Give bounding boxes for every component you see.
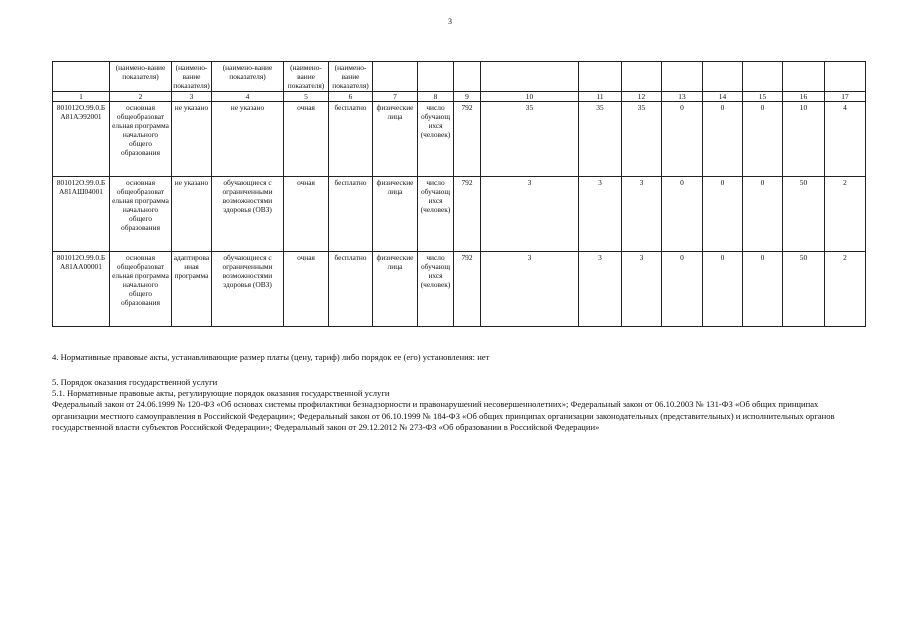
column-number: 1 — [53, 92, 110, 102]
table-cell: не указано — [212, 102, 284, 177]
table-cell: бесплатно — [329, 177, 373, 252]
header-cell — [825, 62, 866, 92]
legal-acts-text: Федеральный закон от 24.06.1999 № 120-ФЗ «Об основах системы профилактики безнадзорности и правонарушений несовершеннолетних»; Федеральный закон от 06.10.2003 № 131-ФЗ «Об общих принципах организации местного самоуправления в Российской Федерации»; Федеральный закон от 06.10.1999 № 184-ФЗ «Об общих принципах организации законодательных (представительных) и исполнительных органов государственной власти субъектов Российской Федерации»; Федеральный закон от 29.12.2012 № 273-ФЗ «Об образовании в Российской Федерации» — [52, 399, 835, 432]
table-cell: 50 — [783, 252, 825, 327]
table-cell: очная — [284, 177, 329, 252]
table-cell: 801012О.99.0.Б А81АШ04001 — [53, 177, 110, 252]
column-number: 15 — [743, 92, 783, 102]
section-5-1-title: 5.1. Нормативные правовые акты, регулирующие порядок оказания государственной услуги — [52, 388, 390, 398]
header-cell: (наимено-вание показателя) — [173, 63, 210, 90]
table-cell: физические лица — [373, 252, 418, 327]
column-number: 17 — [825, 92, 866, 102]
table-cell: физические лица — [373, 102, 418, 177]
column-number: 16 — [783, 92, 825, 102]
header-cell — [418, 62, 454, 92]
table-cell: 3 — [622, 252, 662, 327]
section-5-title: 5. Порядок оказания государственной услуги — [52, 377, 218, 387]
table-cell: 792 — [454, 177, 481, 252]
column-number: 9 — [454, 92, 481, 102]
table-cell: 0 — [743, 252, 783, 327]
table-cell: обучающиеся с ограниченными возможностями здоровья (ОВЗ) — [212, 177, 284, 252]
column-number: 5 — [284, 92, 329, 102]
column-number: 10 — [481, 92, 579, 102]
header-cell — [743, 62, 783, 92]
column-number: 2 — [110, 92, 172, 102]
table-cell: число обучающ ихся (человек) — [418, 252, 454, 327]
table-cell: 3 — [579, 177, 622, 252]
column-number: 6 — [329, 92, 373, 102]
table-cell: основная общеобразоват ельная программа начального общего образования — [110, 102, 172, 177]
column-number: 12 — [622, 92, 662, 102]
table-cell: 0 — [662, 102, 703, 177]
table-cell: очная — [284, 252, 329, 327]
table-cell: 0 — [703, 252, 743, 327]
table-row — [53, 252, 866, 327]
header-cell — [783, 62, 825, 92]
column-number: 8 — [418, 92, 454, 102]
column-number: 4 — [212, 92, 284, 102]
page-number: 3 — [448, 17, 452, 26]
table-cell: 3 — [481, 252, 579, 327]
table-cell: 3 — [579, 252, 622, 327]
table-row — [53, 102, 866, 177]
table-cell: 10 — [783, 102, 825, 177]
table-cell: 0 — [703, 102, 743, 177]
services-table — [52, 61, 866, 327]
table-cell: 0 — [743, 177, 783, 252]
header-cell: (наимено-вание показателя) — [284, 62, 329, 92]
header-cell — [622, 62, 662, 92]
table-cell: не указано — [172, 177, 212, 252]
table-cell: 35 — [579, 102, 622, 177]
table-cell: 0 — [662, 177, 703, 252]
column-number: 14 — [703, 92, 743, 102]
table-cell: 792 — [454, 252, 481, 327]
table-cell: адаптирова нная программа — [172, 252, 212, 327]
table-cell: 50 — [783, 177, 825, 252]
header-cell — [53, 62, 110, 92]
section-4-payment-acts: 4. Нормативные правовые акты, устанавливающие размер платы (цену, тариф) либо порядок ее (его) установления: нет — [52, 352, 490, 362]
table-cell: не указано — [172, 102, 212, 177]
table-cell: основная общеобразоват ельная программа начального общего образования — [110, 252, 172, 327]
table-cell: очная — [284, 102, 329, 177]
table-cell: 0 — [703, 177, 743, 252]
table-cell: физические лица — [373, 177, 418, 252]
table-cell: 35 — [622, 102, 662, 177]
table-cell: 2 — [825, 177, 866, 252]
table-row — [53, 177, 866, 252]
header-cell — [373, 62, 418, 92]
table-cell: число обучающ ихся (человек) — [418, 102, 454, 177]
table-cell: 0 — [662, 252, 703, 327]
table-cell: 2 — [825, 252, 866, 327]
table-cell: 801012О.99.0.Б А81АЭ92001 — [53, 102, 110, 177]
table-cell: 801012О.99.0.Б А81АА00001 — [53, 252, 110, 327]
column-number: 7 — [373, 92, 418, 102]
table-cell: 3 — [481, 177, 579, 252]
header-cell — [454, 62, 481, 92]
header-cell — [481, 62, 579, 92]
column-number: 11 — [579, 92, 622, 102]
header-cell — [662, 62, 703, 92]
column-number: 3 — [172, 92, 212, 102]
header-cell — [579, 62, 622, 92]
header-cell — [703, 62, 743, 92]
column-number-row — [53, 92, 866, 102]
table-cell: 0 — [743, 102, 783, 177]
table-cell: 35 — [481, 102, 579, 177]
table-cell: основная общеобразоват ельная программа начального общего образования — [110, 177, 172, 252]
table-cell: бесплатно — [329, 102, 373, 177]
table-cell: бесплатно — [329, 252, 373, 327]
header-cell: (наимено-вание показателя) — [110, 62, 172, 92]
column-number: 13 — [662, 92, 703, 102]
table-cell: обучающиеся с ограниченными возможностями здоровья (ОВЗ) — [212, 252, 284, 327]
table-header-row — [53, 62, 866, 92]
table-cell: 3 — [622, 177, 662, 252]
header-cell: (наимено-вание показателя) — [329, 62, 373, 92]
table-cell: 792 — [454, 102, 481, 177]
table-cell: 4 — [825, 102, 866, 177]
header-cell: (наимено-вание показателя) — [212, 62, 284, 92]
table-cell: число обучающ ихся (человек) — [418, 177, 454, 252]
